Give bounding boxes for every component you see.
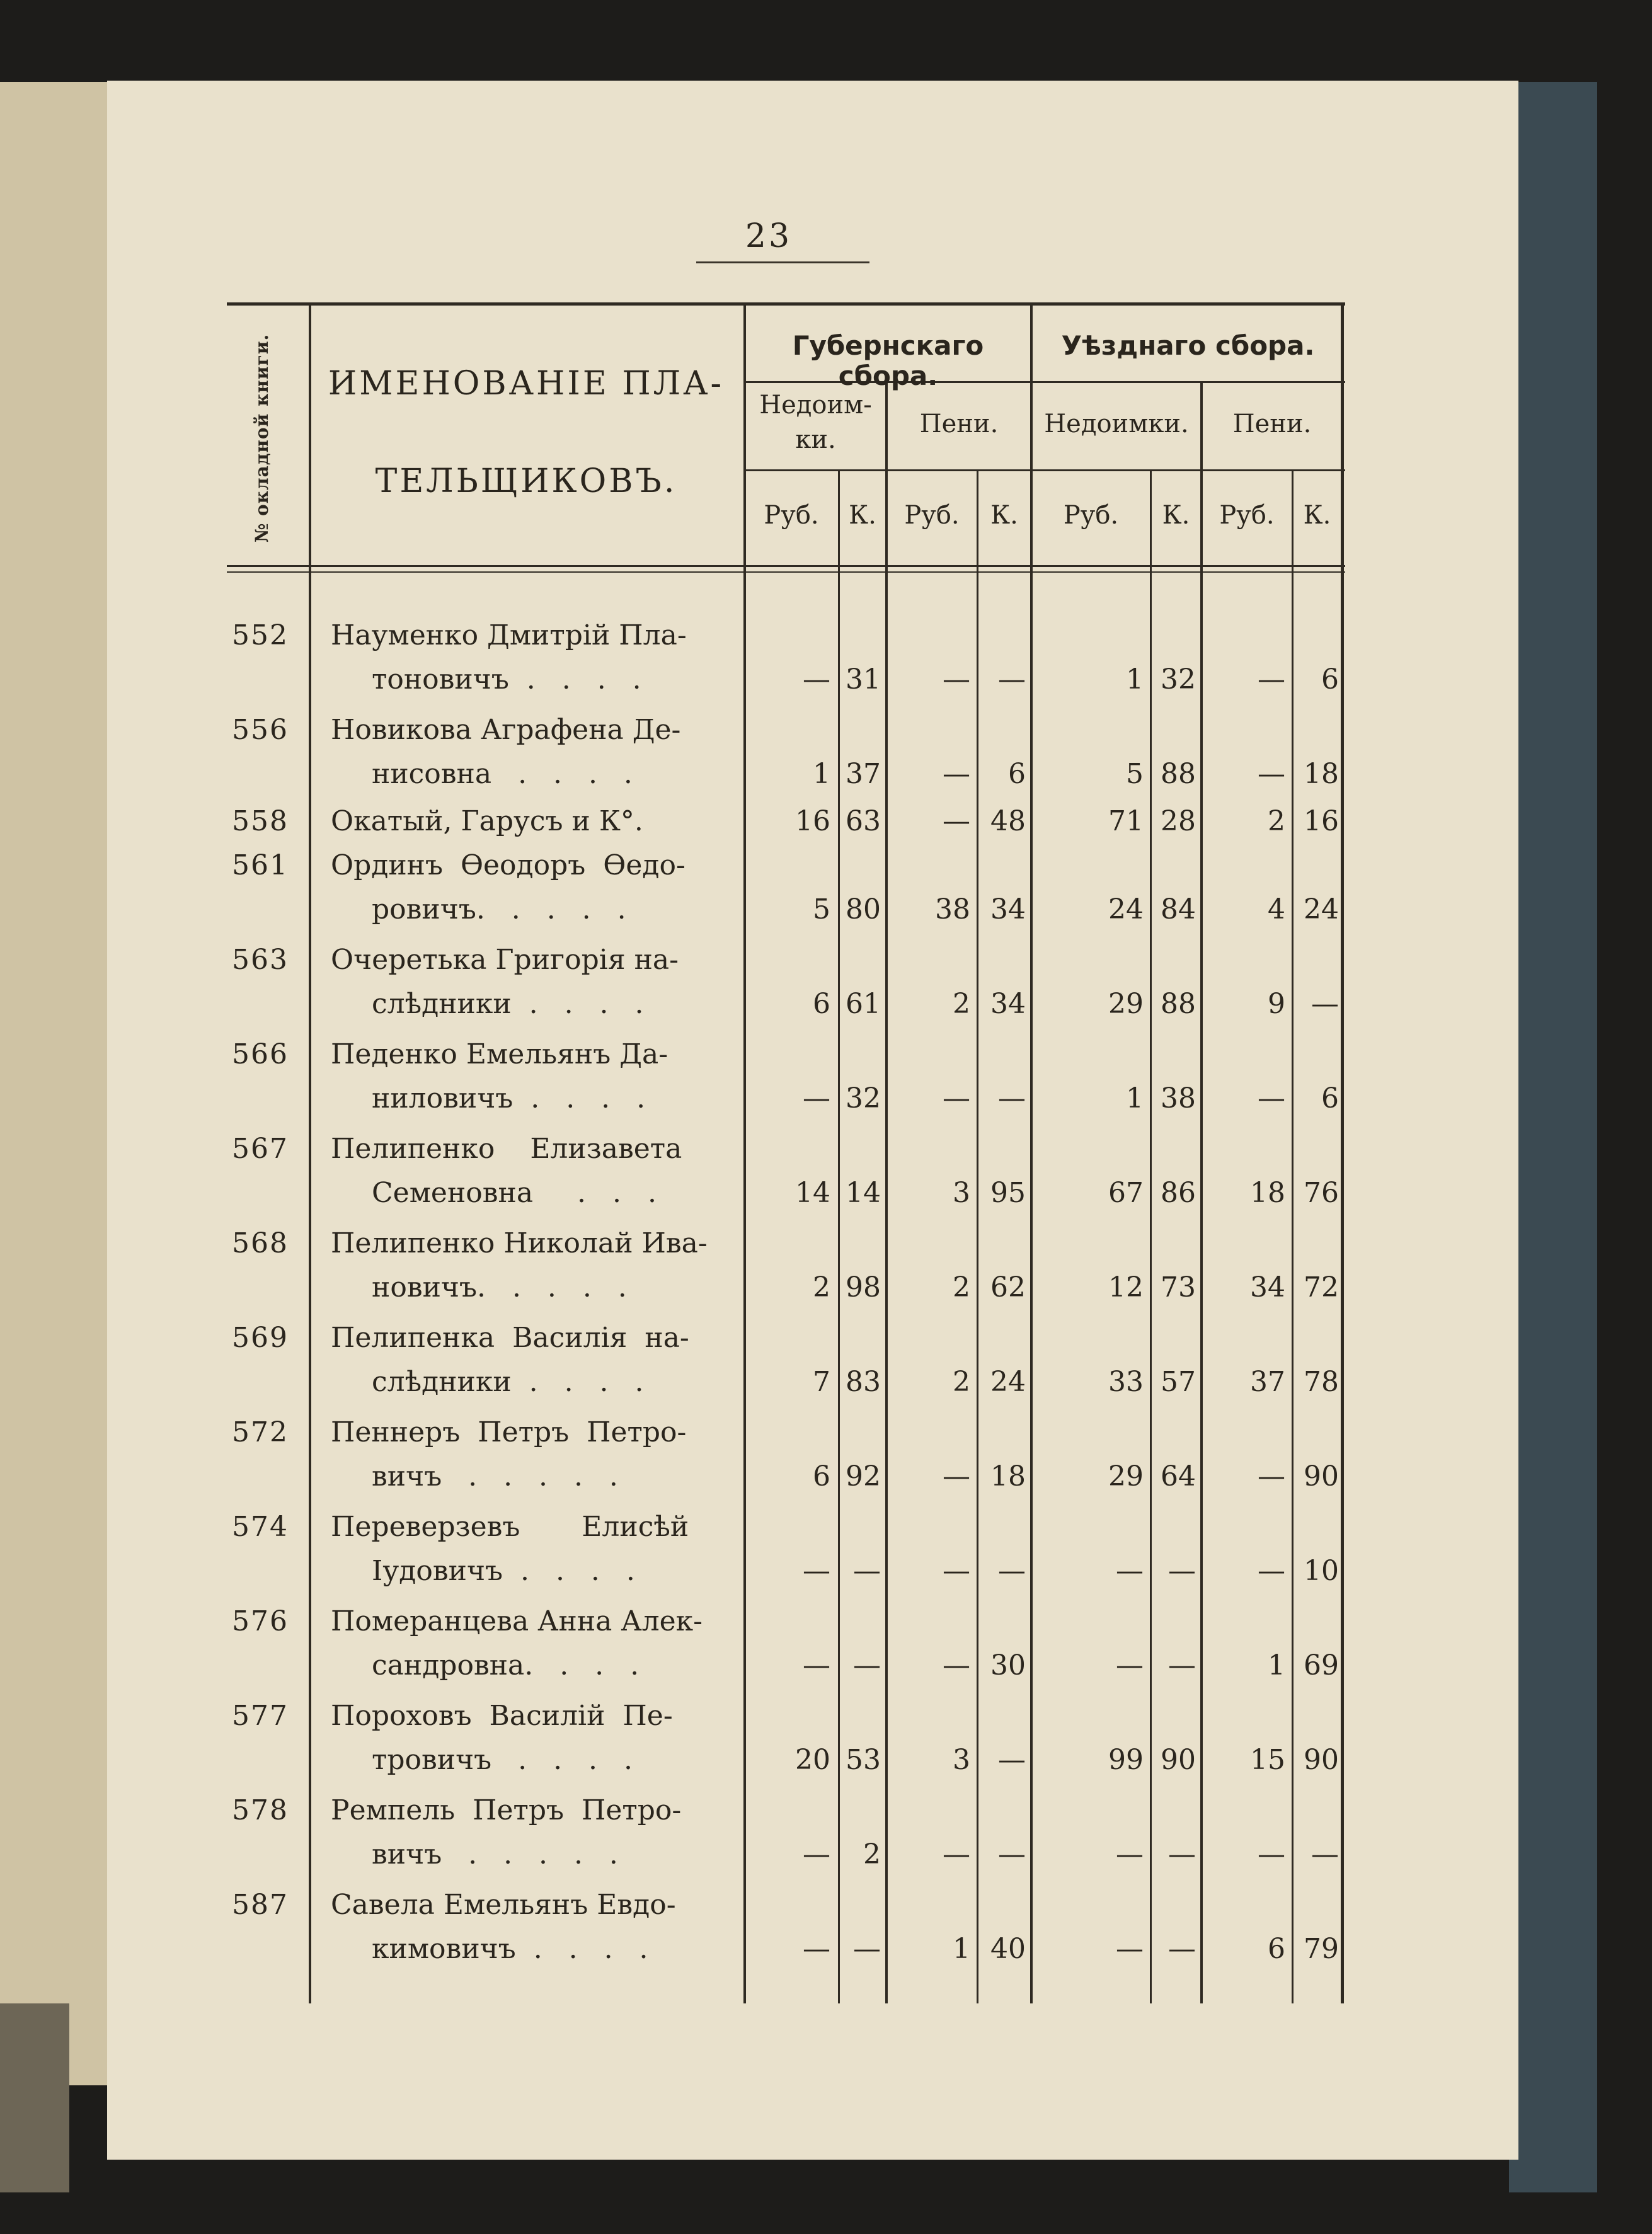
left-page-strip — [0, 2003, 69, 2192]
row-value-2: 3 — [953, 1177, 970, 1209]
row-value-1: 2 — [863, 1838, 881, 1870]
row-value-6: 34 — [1250, 1271, 1285, 1303]
row-value-7: 10 — [1304, 1555, 1339, 1587]
row-value-0: 1 — [813, 758, 830, 790]
row-value-5: 32 — [1161, 663, 1196, 696]
unit-header-2: Руб. — [904, 501, 960, 530]
gub-peni-header: Пени. — [919, 410, 999, 438]
table-row — [227, 1600, 1345, 1695]
row-value-5: 88 — [1161, 758, 1196, 790]
row-name-line2: новичъ. . . . . — [372, 1271, 627, 1303]
row-value-3: — — [998, 1838, 1026, 1870]
uezd-peni-header: Пени. — [1232, 410, 1312, 438]
header-bottom-rule-2 — [227, 571, 1345, 573]
row-value-2: 38 — [935, 893, 970, 925]
row-book-number: 566 — [232, 1038, 289, 1070]
row-value-4: 99 — [1108, 1744, 1144, 1776]
book-number-header: № окладной книги. — [251, 333, 272, 542]
row-value-0: — — [803, 1933, 830, 1965]
row-value-4: 24 — [1108, 893, 1144, 925]
table-row — [227, 1884, 1345, 1978]
row-value-4: 1 — [1126, 663, 1144, 696]
row-value-0: 5 — [813, 893, 830, 925]
row-value-5: — — [1168, 1555, 1196, 1587]
row-value-6: 6 — [1268, 1933, 1285, 1965]
row-value-3: 30 — [990, 1649, 1026, 1681]
row-value-4: 5 — [1126, 758, 1144, 790]
row-value-0: 6 — [813, 1460, 830, 1492]
table-row — [227, 939, 1345, 1033]
page-number: 23 — [745, 217, 793, 255]
row-value-0: — — [803, 1649, 830, 1681]
unit-header-7: К. — [1303, 501, 1331, 530]
row-value-5: 57 — [1161, 1366, 1196, 1398]
row-value-2: 3 — [953, 1744, 970, 1776]
row-book-number: 558 — [232, 805, 289, 837]
row-value-6: 37 — [1250, 1366, 1285, 1398]
table-row — [227, 1128, 1345, 1222]
name-header-line1: ИМЕНОВАНIЕ ПЛА- — [328, 365, 725, 403]
row-value-5: — — [1168, 1649, 1196, 1681]
row-name-line1: Пороховъ Василiй Пе- — [331, 1700, 673, 1732]
row-value-7: 24 — [1304, 893, 1339, 925]
row-value-2: 1 — [953, 1933, 970, 1965]
row-value-5: 90 — [1161, 1744, 1196, 1776]
row-value-3: 24 — [990, 1366, 1026, 1398]
row-value-3: — — [998, 1555, 1026, 1587]
row-value-0: 2 — [813, 1271, 830, 1303]
unit-header-5: К. — [1162, 501, 1190, 530]
row-name-line2: нисовна . . . . — [372, 758, 633, 790]
row-value-3: — — [998, 663, 1026, 696]
row-name-line2: ниловичъ . . . . — [372, 1082, 646, 1114]
row-name-line2: Семеновна . . . — [372, 1177, 657, 1209]
row-value-7: 6 — [1321, 1082, 1339, 1114]
row-name-line2: вичъ . . . . . — [372, 1460, 618, 1492]
uezd-nedoimki-header: Недоимки. — [1044, 410, 1189, 438]
row-name-line1: Новикова Аграфена Де- — [331, 714, 681, 746]
row-value-0: 14 — [795, 1177, 830, 1209]
row-value-7: 72 — [1304, 1271, 1339, 1303]
row-value-1: — — [853, 1649, 881, 1681]
row-value-6: — — [1258, 663, 1285, 696]
book-cover-edge — [1509, 82, 1597, 2192]
row-value-0: 7 — [813, 1366, 830, 1398]
row-name-line1: Савела Емельянъ Евдо- — [331, 1889, 676, 1921]
row-value-6: 1 — [1268, 1649, 1285, 1681]
table-row — [227, 614, 1345, 709]
table-row — [227, 709, 1345, 803]
uezd-group-header: Уѣзднаго сбора. — [1061, 330, 1315, 361]
row-value-1: 14 — [846, 1177, 881, 1209]
table-row — [227, 1222, 1345, 1317]
row-book-number: 552 — [232, 619, 289, 651]
row-name-line2: ровичъ. . . . . — [372, 893, 626, 925]
row-value-6: — — [1258, 1555, 1285, 1587]
row-value-1: 37 — [846, 758, 881, 790]
table-row — [227, 844, 1345, 939]
row-name-line2: кимовичъ . . . . — [372, 1933, 648, 1965]
row-value-1: — — [853, 1933, 881, 1965]
row-value-2: — — [943, 805, 970, 837]
row-value-7: 76 — [1304, 1177, 1339, 1209]
row-book-number: 556 — [232, 714, 289, 746]
row-book-number: 577 — [232, 1700, 289, 1732]
row-value-2: 2 — [953, 1366, 970, 1398]
row-value-2: — — [943, 1838, 970, 1870]
row-value-4: — — [1116, 1838, 1144, 1870]
row-value-7: 6 — [1321, 663, 1339, 696]
row-value-1: 53 — [846, 1744, 881, 1776]
row-book-number: 563 — [232, 944, 289, 976]
row-name-line1: Переверзевъ Елисѣй — [331, 1511, 689, 1543]
row-value-3: 6 — [1008, 758, 1026, 790]
row-value-5: 28 — [1161, 805, 1196, 837]
row-value-0: 16 — [795, 805, 830, 837]
row-name-line2: вичъ . . . . . — [372, 1838, 618, 1870]
row-book-number: 587 — [232, 1889, 289, 1921]
row-value-4: — — [1116, 1649, 1144, 1681]
row-value-5: 88 — [1161, 988, 1196, 1020]
row-value-0: — — [803, 1082, 830, 1114]
row-value-7: 90 — [1304, 1460, 1339, 1492]
row-value-6: 2 — [1268, 805, 1285, 837]
row-name-line2: слѣдники . . . . — [372, 988, 644, 1020]
table-top-rule — [227, 302, 1345, 306]
row-book-number: 572 — [232, 1416, 289, 1448]
row-value-1: 83 — [846, 1366, 881, 1398]
row-name-line1: Померанцева Анна Алек- — [331, 1605, 703, 1637]
row-name-line2: сандровна. . . . — [372, 1649, 640, 1681]
row-value-6: — — [1258, 1082, 1285, 1114]
unit-header-0: Руб. — [764, 501, 819, 530]
row-name-line1: Окатый, Гарусъ и К°. — [331, 805, 643, 837]
unit-header-4: Руб. — [1063, 501, 1119, 530]
left-page-edge — [0, 82, 114, 2085]
table-row — [227, 1033, 1345, 1128]
row-value-6: 4 — [1268, 893, 1285, 925]
row-value-3: 34 — [990, 893, 1026, 925]
row-value-0: 20 — [795, 1744, 830, 1776]
row-name-line2: Iудовичъ . . . . — [372, 1555, 635, 1587]
row-value-7: 69 — [1304, 1649, 1339, 1681]
table-row — [227, 1789, 1345, 1884]
gub-nedoimki-header-a: Недоим- — [759, 391, 872, 420]
row-value-4: 33 — [1108, 1366, 1144, 1398]
row-name-line1: Науменко Дмитрiй Пла- — [331, 619, 687, 651]
row-value-6: 15 — [1250, 1744, 1285, 1776]
row-value-7: 79 — [1304, 1933, 1339, 1965]
row-name-line1: Пеннеръ Петръ Петро- — [331, 1416, 687, 1448]
row-value-1: 98 — [846, 1271, 881, 1303]
row-value-3: 48 — [990, 805, 1026, 837]
row-name-line2: тровичъ . . . . — [372, 1744, 633, 1776]
row-book-number: 574 — [232, 1511, 289, 1543]
row-value-2: 2 — [953, 1271, 970, 1303]
page-number-rule — [696, 261, 869, 263]
row-value-5: — — [1168, 1933, 1196, 1965]
row-book-number: 576 — [232, 1605, 289, 1637]
row-value-5: 84 — [1161, 893, 1196, 925]
row-value-4: 71 — [1108, 805, 1144, 837]
row-book-number: 578 — [232, 1794, 289, 1826]
row-value-7: — — [1311, 988, 1339, 1020]
unit-header-6: Руб. — [1219, 501, 1275, 530]
row-value-6: — — [1258, 1460, 1285, 1492]
row-value-4: 29 — [1108, 988, 1144, 1020]
row-value-5: 86 — [1161, 1177, 1196, 1209]
row-value-2: — — [943, 1460, 970, 1492]
unit-header-1: К. — [849, 501, 876, 530]
row-value-7: 18 — [1304, 758, 1339, 790]
row-book-number: 567 — [232, 1133, 289, 1165]
row-value-3: — — [998, 1744, 1026, 1776]
row-value-4: — — [1116, 1555, 1144, 1587]
row-value-6: 9 — [1268, 988, 1285, 1020]
row-value-4: 1 — [1126, 1082, 1144, 1114]
row-name-line1: Ремпель Петръ Петро- — [331, 1794, 682, 1826]
row-name-line1: Педенко Емельянъ Да- — [331, 1038, 668, 1070]
row-value-7: — — [1311, 1838, 1339, 1870]
row-name-line1: Очеретька Григорiя на- — [331, 944, 679, 976]
row-value-4: 12 — [1108, 1271, 1144, 1303]
row-name-line1: Пелипенка Василiя на- — [331, 1322, 689, 1354]
row-value-4: 67 — [1108, 1177, 1144, 1209]
row-value-6: — — [1258, 758, 1285, 790]
name-header-line2: ТЕЛЬЩИКОВЪ. — [375, 462, 677, 500]
table-row — [227, 1506, 1345, 1600]
table-row — [227, 1695, 1345, 1789]
row-value-3: 40 — [990, 1933, 1026, 1965]
table-row — [227, 1317, 1345, 1411]
row-value-7: 78 — [1304, 1366, 1339, 1398]
row-value-3: 34 — [990, 988, 1026, 1020]
gub-nedoimki-header-b: ки. — [795, 425, 836, 454]
row-value-1: 31 — [846, 663, 881, 696]
unit-header-3: К. — [990, 501, 1018, 530]
row-name-line1: Пелипенко Елизавета — [331, 1133, 682, 1165]
row-value-3: 18 — [990, 1460, 1026, 1492]
row-value-0: — — [803, 663, 830, 696]
row-book-number: 569 — [232, 1322, 289, 1354]
taxpayer-table — [227, 302, 1345, 2003]
row-value-5: 64 — [1161, 1460, 1196, 1492]
row-value-6: — — [1258, 1838, 1285, 1870]
row-value-3: 62 — [990, 1271, 1026, 1303]
row-value-2: — — [943, 758, 970, 790]
row-book-number: 561 — [232, 849, 289, 881]
row-value-1: 92 — [846, 1460, 881, 1492]
row-value-2: — — [943, 1649, 970, 1681]
header-bottom-rule — [227, 565, 1345, 567]
row-value-0: — — [803, 1838, 830, 1870]
row-value-5: — — [1168, 1838, 1196, 1870]
row-value-3: 95 — [990, 1177, 1026, 1209]
gub-group-header: Губернскаго сбора. — [792, 330, 984, 392]
row-value-1: 80 — [846, 893, 881, 925]
table-row — [227, 1411, 1345, 1506]
row-value-3: — — [998, 1082, 1026, 1114]
row-value-0: — — [803, 1555, 830, 1587]
row-value-1: 61 — [846, 988, 881, 1020]
row-value-5: 73 — [1161, 1271, 1196, 1303]
row-name-line1: Пелипенко Николай Ива- — [331, 1227, 708, 1259]
row-value-2: — — [943, 663, 970, 696]
row-name-line2: тоновичъ . . . . — [372, 663, 641, 696]
row-value-7: 90 — [1304, 1744, 1339, 1776]
row-value-1: 63 — [846, 805, 881, 837]
subgroup-rule — [743, 469, 1345, 471]
row-name-line1: Ординъ Ѳеодоръ Ѳедо- — [331, 849, 685, 881]
row-value-1: — — [853, 1555, 881, 1587]
row-value-4: — — [1116, 1933, 1144, 1965]
row-value-2: 2 — [953, 988, 970, 1020]
row-value-0: 6 — [813, 988, 830, 1020]
row-value-2: — — [943, 1555, 970, 1587]
row-name-line2: слѣдники . . . . — [372, 1366, 644, 1398]
row-value-2: — — [943, 1082, 970, 1114]
row-value-7: 16 — [1304, 805, 1339, 837]
row-value-1: 32 — [846, 1082, 881, 1114]
row-value-6: 18 — [1250, 1177, 1285, 1209]
row-value-5: 38 — [1161, 1082, 1196, 1114]
row-book-number: 568 — [232, 1227, 289, 1259]
row-value-4: 29 — [1108, 1460, 1144, 1492]
